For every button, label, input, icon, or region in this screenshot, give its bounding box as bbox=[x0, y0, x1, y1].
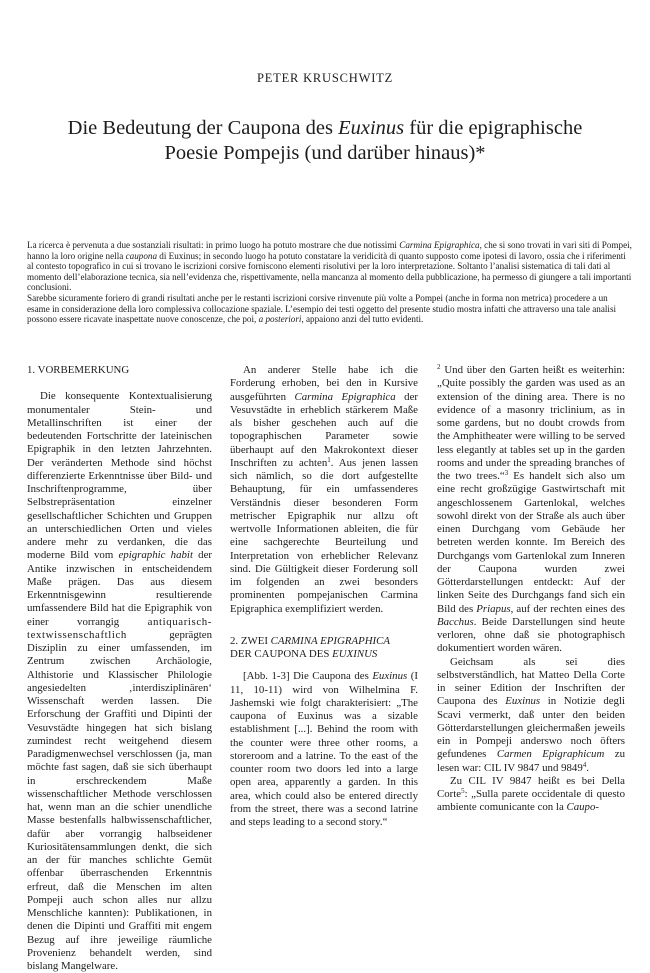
heading-emphasis: EUXINUS bbox=[332, 648, 378, 660]
body-emphasis: Bacchus bbox=[437, 615, 474, 628]
heading-text: DER CAUPONA DES bbox=[230, 648, 333, 660]
body-text: (I 11, 10-11) wird von Wilhelmina F. Jashemski wie folgt charakterisiert: „The caupona of Euxinus was a sizable establishment [...]. Behind the room with the counter were three other rooms, a storeroom and a latrine. To the east of the counter room two doors led into a large open area, apparently a garden. In this area, which could also be entered directly from the street, there was a second latrine and steps leading to a second story.“ bbox=[230, 670, 418, 828]
body-text: Die konsequente Kontextualisierung monumentaler Stein- und Metallinschriften ist einer der bedeutenden Fortschritte der lateinischen Epigraphik in den letzten Jahrzehnten. Der veränderten Methode sind höchst differenzierte Erkenntnisse über Bild- und Inschriftenprogramme, über Selbstrepräsentation einzelner gesellschaftlicher Schichten und Gruppen an unterschiedlichen Orten und vieles andere mehr zu verdanken, die das moderne Bild vom bbox=[27, 390, 212, 562]
body-text: der Antike inzwischen in entscheidendem Maße prägen. Das aus diesem Erkenntnisgewinn resultierende umfassendere Bild hat die Epigraphik von einer vorrangig bbox=[27, 549, 212, 628]
body-text: . Beide Darstellungen sind heute verloren, ohne daß sie photographisch dokumentiert worden wären. bbox=[437, 615, 625, 655]
body-text: in Notizie degli Scavi vermerkt, daß unter den beiden Götterdarstellungen gleichermaßen jeweils ein in Pompeji anderswo noch öfters gefundenes bbox=[437, 695, 625, 761]
abstract-emphasis: a posteriori bbox=[258, 314, 302, 325]
section-2-paragraph-2 bbox=[437, 656, 625, 775]
section-1-paragraph-1 bbox=[27, 390, 212, 973]
title-line-2: Poesie Pompejis (und darüber hinaus)* bbox=[164, 142, 486, 164]
body-emphasis: Carmen Epigraphicum bbox=[496, 748, 605, 761]
title-emphasis: Euxinus bbox=[338, 117, 405, 139]
body-text: [Abb. 1-3] Die Caupona des bbox=[243, 670, 373, 683]
section-1-paragraph-2 bbox=[230, 364, 418, 616]
heading-emphasis: CARMINA EPIGRAPHICA bbox=[270, 634, 391, 647]
abstract-text: , che si sono trovati in vari siti di Pompei, hanno la loro origine nella bbox=[27, 240, 632, 261]
article-title bbox=[0, 116, 650, 166]
abstract-text: di Euxinus; in secondo luogo ha potuto constatare la veridicità di quanto supposto come ipotesi di lavoro, ossia che i riferimenti al contesto topografico in cui si trovano le iscrizioni corsive forniscono elementi risolutivi per la loro interpretazione. Soltanto l’analisi sistematica di tali dati al momento dell’elaborazione tecnica, sia nell’evidenza che, rispettivamente, nella mancanza al momento della pubblicazione, ha permesso di giungere a tali importanti conclusioni. bbox=[27, 250, 632, 293]
body-text: Geichsam als sei dies selbstverständlich, hat Matteo Della Corte in seiner Edition der Inschriften der Caupona des bbox=[437, 655, 625, 708]
title-text: für die epigraphische bbox=[404, 117, 583, 139]
body-text: Zu CIL IV 9847 heißt es bei Della Corte bbox=[437, 774, 625, 800]
abstract bbox=[27, 240, 632, 325]
body-text: An anderer Stelle habe ich die Forderung erhoben, bei den in Kursive ausgeführten bbox=[230, 364, 418, 403]
abstract-paragraph-2 bbox=[27, 293, 632, 325]
footnote-marker[interactable]: 2 bbox=[437, 363, 441, 371]
section-2-paragraph-1-cont bbox=[437, 364, 625, 656]
body-spaced-text: antiquarisch-textwissenschaftlich bbox=[27, 615, 212, 641]
footnote-marker[interactable]: 5 bbox=[461, 787, 465, 795]
body-text: der Vesuvstädte in erheblich stärkerem Maße als bisher geschehen auch auf die topographischen Parameter sowie überhaupt auf den Makrokontext dieser Inschriften zu achten bbox=[230, 390, 418, 469]
body-text: , auf der rechten eines des bbox=[510, 602, 625, 615]
section-1-heading: 1. VORBEMERKUNG bbox=[27, 364, 130, 376]
body-text: Es handelt sich also um eine recht großzügige Gastwirtschaft mit angeschlossenem Gartenlokal, welches sowohl direkt von der Straße als auch über einen Durchgang vom Gebäude her betreten werden konnte. Im Bereich des Durchgangs vom Gartenlokal zum Inneren der Caupona wurden zwei Götterdarstellungen entdeckt: Auf der linken Seite des Durchgangs fand sich ein Bild des bbox=[437, 470, 625, 615]
section-2-paragraph-3 bbox=[437, 775, 625, 815]
body-text: . bbox=[586, 761, 589, 774]
body-emphasis: Euxinus bbox=[372, 670, 408, 683]
section-2-heading bbox=[230, 635, 418, 662]
heading-text: 2. ZWEI bbox=[230, 634, 271, 647]
body-text: . Aus jenen lassen sich nämlich, so die dort aufgestellte Behauptung, für ein umfassenderes Verständnis dieser besonderen Form metrischer Epigraphik nur allzu oft wertvolle Informationen ableiten, die für eine sachgerechte Beurteilung und Interpretation von erheblicher Relevanz sind. Die Gültigkeit dieser Forderung soll im folgenden an zwei besonders prominenten pompejanischen Carmina Epigraphica exemplifiziert werden. bbox=[230, 456, 418, 615]
column-2-content bbox=[230, 364, 418, 829]
abstract-text: , appaiono anzi del tutto evidenti. bbox=[301, 314, 424, 325]
footnote-marker[interactable]: 3 bbox=[504, 469, 509, 477]
body-text: Und über den Garten heißt es weiterhin: „Quite possibly the garden was used as an extension of the dining area. There is no evidence of a masonry triclinium, as in some gardens, but no doubt crowds from the Amphitheater were willing to be served less elegantly at tables set up in the garden rooms and under the spreading branches of the two trees.“ bbox=[437, 364, 625, 482]
abstract-paragraph-1 bbox=[27, 240, 632, 293]
abstract-emphasis: caupona bbox=[125, 250, 158, 261]
column-3-content bbox=[437, 364, 625, 815]
footnote-marker[interactable]: 1 bbox=[327, 455, 331, 464]
footnote-marker[interactable]: 4 bbox=[582, 760, 587, 769]
author-name: PETER KRUSCHWITZ bbox=[256, 71, 394, 85]
body-text: : „Sulla parete occidentale di questo ambiente comunicante con la bbox=[437, 788, 625, 814]
body-emphasis: Priapus bbox=[476, 602, 511, 615]
body-text: geprägten Disziplin zu einer umfassenden, im Zentrum zwischen Archäologie, Althistorie und Klassischer Philologie angesiedelten ‚interdisziplinären‘ Wissenschaft werden lassen. Die Erforschung der Graffiti und Dipinti der Vesuvstädte hingegen hat sich bislang zumindest recht weitgehend diesem Paradigmenwechsel verschlossen (ja, man möchte fast sagen, daß sie sich überhaupt in erschreckendem Maße wissenschaftlicher Methode verschlossen hat, wenn man an die schier unendliche Masse bestenfalls halbwissenschaftlicher, dafür aber vorrangig halbseidener Kuriositätensammlungen denkt, die sich an der für manches schlichte Gemüt offenbar überraschenden Erkenntnis erfreut, daß die Menschen im alten Pompeji auch schon alles nur allzu Menschliche kannten): Publikationen, in denen die Dipinti und Graffiti mit engem Bezug auf ihre jeweilige räumliche Provenienz behandelt werden, sind bislang Mangelware. bbox=[27, 628, 212, 972]
title-text: Die Bedeutung der Caupona des bbox=[67, 117, 339, 139]
body-emphasis: epigraphic habit bbox=[118, 549, 193, 562]
title-line-1 bbox=[0, 116, 650, 141]
abstract-text: La ricerca è pervenuta a due sostanziali risultati: in primo luogo ha potuto mostrare che due notissimi bbox=[27, 240, 400, 250]
column-1 bbox=[27, 364, 212, 973]
abstract-text: Sarebbe sicuramente foriero di grandi risultati anche per le restanti iscrizioni corsive rinvenute più volte a Pompei (anche in forma non metrica) procedere a un esame in considerazione della loro complessiva collocazione spaziale. L’esempio dei testi oggetto del presente studio mostra infatti che attraverso una tale analisi possono essere ricavate inaspettate nuove conoscenze, che poi, bbox=[27, 292, 617, 325]
section-2-paragraph-1 bbox=[230, 670, 418, 829]
body-emphasis: Carmina Epigraphica bbox=[294, 390, 396, 403]
body-emphasis: Euxinus bbox=[505, 695, 541, 708]
body-text: zu lesen war: CIL IV 9847 und 9849 bbox=[437, 748, 625, 774]
body-emphasis: Caupo- bbox=[566, 801, 599, 814]
abstract-emphasis: Carmina Epigraphica bbox=[399, 240, 480, 250]
